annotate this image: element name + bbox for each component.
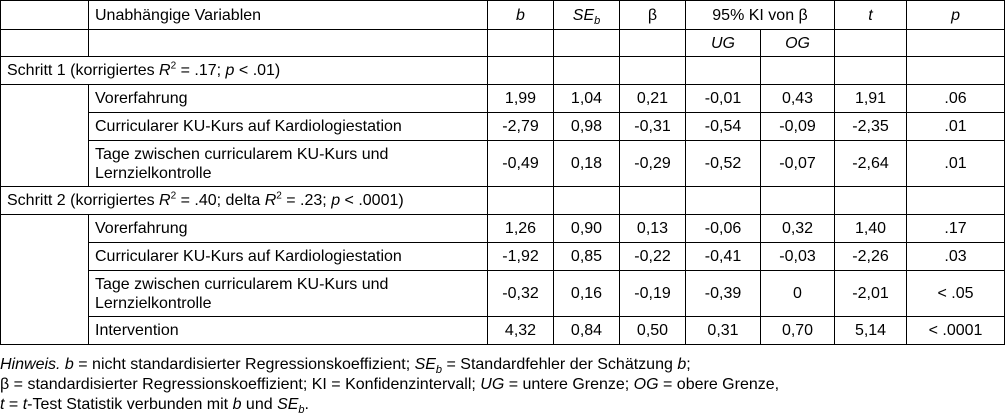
- subheader-empty-3: [488, 30, 554, 57]
- cell-ug: -0,52: [686, 141, 761, 187]
- cell-ug: -0,01: [686, 85, 761, 113]
- cell-se: 0,18: [554, 141, 620, 187]
- cell-beta: -0,31: [620, 113, 686, 141]
- cell-p: .03: [907, 243, 1005, 271]
- header-b: b: [488, 1, 554, 30]
- row-label: Curricularer KU-Kurs auf Kardiologiestation: [89, 243, 488, 271]
- cell-b: 1,99: [488, 85, 554, 113]
- step1-empty-6: [835, 57, 907, 85]
- header-beta: β: [620, 1, 686, 30]
- step1-empty-5: [761, 57, 835, 85]
- cell-beta: 0,50: [620, 317, 686, 345]
- header-t: t: [835, 1, 907, 30]
- cell-t: 5,14: [835, 317, 907, 345]
- table-note: [0, 355, 1000, 415]
- header-variables: Unabhängige Variablen: [89, 1, 488, 30]
- cell-se: 1,04: [554, 85, 620, 113]
- cell-ug: -0,41: [686, 243, 761, 271]
- step2-empty-4: [686, 187, 761, 215]
- table-row: [1, 243, 1005, 271]
- cell-ug: -0,06: [686, 215, 761, 243]
- cell-beta: -0,22: [620, 243, 686, 271]
- table-row: [1, 317, 1005, 345]
- cell-og: 0,70: [761, 317, 835, 345]
- step1-empty-7: [907, 57, 1005, 85]
- cell-ug: -0,54: [686, 113, 761, 141]
- cell-se: 0,85: [554, 243, 620, 271]
- header-empty-cell: [1, 1, 89, 30]
- cell-ug: 0,31: [686, 317, 761, 345]
- table-row: [1, 215, 1005, 243]
- header-row: [1, 1, 1005, 30]
- cell-og: -0,07: [761, 141, 835, 187]
- cell-beta: 0,21: [620, 85, 686, 113]
- row-label: Vorerfahrung: [89, 215, 488, 243]
- step2-empty-1: [488, 187, 554, 215]
- cell-ug: -0,39: [686, 271, 761, 317]
- cell-se: 0,90: [554, 215, 620, 243]
- table-row: [1, 141, 1005, 187]
- cell-beta: -0,29: [620, 141, 686, 187]
- subheader-row: [1, 30, 1005, 57]
- cell-b: -0,32: [488, 271, 554, 317]
- cell-og: -0,03: [761, 243, 835, 271]
- row-label: Tage zwischen curricularem KU-Kurs und Lernzielkontrolle: [89, 271, 488, 317]
- step2-row: [1, 187, 1005, 215]
- cell-og: 0: [761, 271, 835, 317]
- header-ki: 95% KI von β: [686, 1, 835, 30]
- subheader-empty-2: [89, 30, 488, 57]
- cell-p: < .05: [907, 271, 1005, 317]
- cell-t: 1,91: [835, 85, 907, 113]
- cell-beta: -0,19: [620, 271, 686, 317]
- step2-empty-2: [554, 187, 620, 215]
- step1-label: Schritt 1 (korrigiertes $R^2 = .17$; p < .01): [1, 57, 488, 85]
- cell-se: 0,16: [554, 271, 620, 317]
- step2-empty-7: [907, 187, 1005, 215]
- header-se: $SE_b$: [554, 1, 620, 30]
- step2-empty-6: [835, 187, 907, 215]
- cell-p: .06: [907, 85, 1005, 113]
- cell-b: -1,92: [488, 243, 554, 271]
- header-ug: UG: [686, 30, 761, 57]
- row-label: Intervention: [89, 317, 488, 345]
- cell-b: 1,26: [488, 215, 554, 243]
- table-row: [1, 85, 1005, 113]
- note-line-2: β = standardisierter Regressionskoeffizient; KI = Konfidenzintervall; UG = untere Grenze; OG = obere Grenze,: [0, 376, 780, 393]
- subheader-empty-5: [620, 30, 686, 57]
- cell-p: .17: [907, 215, 1005, 243]
- subheader-empty-6: [835, 30, 907, 57]
- subheader-empty-1: [1, 30, 89, 57]
- cell-t: -2,35: [835, 113, 907, 141]
- table-row: [1, 271, 1005, 317]
- subheader-empty-7: [907, 30, 1005, 57]
- cell-p: .01: [907, 113, 1005, 141]
- cell-se: 0,98: [554, 113, 620, 141]
- step1-row: [1, 57, 1005, 85]
- cell-b: 4,32: [488, 317, 554, 345]
- cell-se: 0,84: [554, 317, 620, 345]
- row-label: Vorerfahrung: [89, 85, 488, 113]
- step2-empty-3: [620, 187, 686, 215]
- cell-t: -2,26: [835, 243, 907, 271]
- header-og: OG: [761, 30, 835, 57]
- note-line-1: Hinweis. b = nicht standardisierter Regressionskoeffizient; $SE_b$ = Standardfehler der Schätzung b;: [0, 356, 691, 377]
- subheader-empty-4: [554, 30, 620, 57]
- row-label: Tage zwischen curricularem KU-Kurs und Lernzielkontrolle: [89, 141, 488, 187]
- cell-beta: 0,13: [620, 215, 686, 243]
- indent-cell: [1, 215, 89, 243]
- cell-p: .01: [907, 141, 1005, 187]
- note-line-3: t = t-Test Statistik verbunden mit b und $SE_b$.: [0, 396, 309, 417]
- cell-og: 0,32: [761, 215, 835, 243]
- indent-cell: [1, 243, 89, 271]
- cell-t: -2,64: [835, 141, 907, 187]
- indent-cell: [1, 85, 89, 113]
- table-row: [1, 113, 1005, 141]
- cell-b: -2,79: [488, 113, 554, 141]
- cell-og: 0,43: [761, 85, 835, 113]
- indent-cell: [1, 141, 89, 187]
- cell-p: < .0001: [907, 317, 1005, 345]
- step2-empty-5: [761, 187, 835, 215]
- cell-og: -0,09: [761, 113, 835, 141]
- header-p: p: [907, 1, 1005, 30]
- step2-label: Schritt 2 (korrigiertes $R^2 = .40$; delta $R^2 = .23$; p < .0001): [1, 187, 488, 215]
- step1-empty-2: [554, 57, 620, 85]
- step1-empty-1: [488, 57, 554, 85]
- cell-t: 1,40: [835, 215, 907, 243]
- indent-cell: [1, 271, 89, 317]
- indent-cell: [1, 317, 89, 345]
- cell-t: -2,01: [835, 271, 907, 317]
- row-label: Curricularer KU-Kurs auf Kardiologiestation: [89, 113, 488, 141]
- cell-b: -0,49: [488, 141, 554, 187]
- step1-empty-3: [620, 57, 686, 85]
- indent-cell: [1, 113, 89, 141]
- step1-empty-4: [686, 57, 761, 85]
